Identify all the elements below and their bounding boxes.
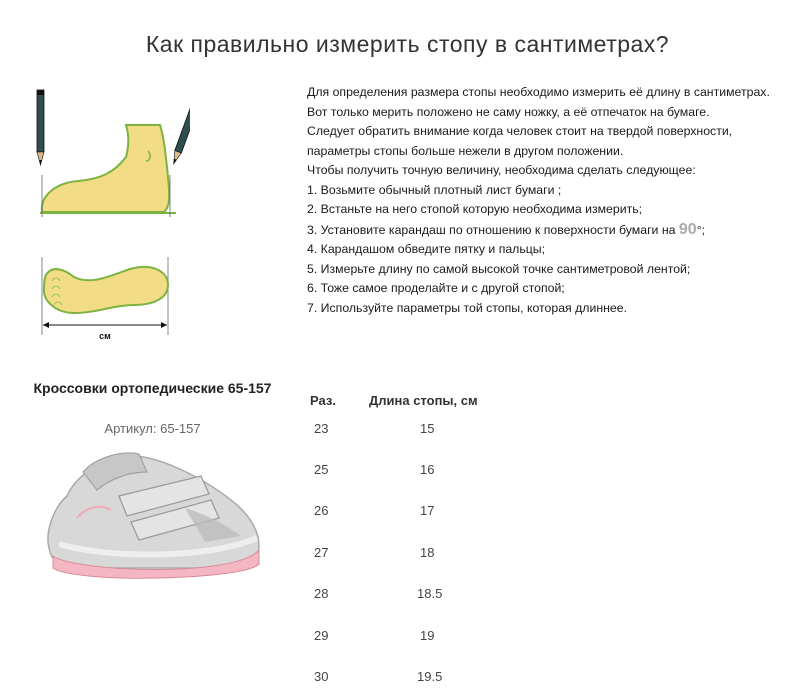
length-cell: 18 — [420, 545, 435, 560]
step-item: 3. Установите карандаш по отношению к поверхности бумаги на 90°; — [307, 220, 706, 238]
size-cell: 29 — [314, 628, 329, 643]
sole-shape — [44, 267, 168, 313]
step-item: 4. Карандашом обведите пятку и пальцы; — [307, 242, 546, 256]
table-row — [310, 545, 510, 565]
length-cell: 19.5 — [417, 669, 443, 684]
step-item: 7. Используйте параметры той стопы, которая длиннее. — [307, 300, 628, 315]
table-row — [310, 462, 510, 482]
length-cell: 17 — [420, 503, 435, 518]
right-pencil-icon — [170, 92, 190, 165]
instructions-lead: Чтобы получить точную величину, необходима сделать следующее: — [307, 163, 696, 177]
size-cell: 23 — [314, 421, 329, 436]
size-cell: 30 — [314, 669, 329, 684]
page-title: Как правильно измерить стопу в сантиметрах? — [145, 31, 670, 57]
size-cell: 27 — [314, 545, 329, 560]
step-item: 1. Возьмите обычный плотный лист бумаги ; — [307, 182, 562, 197]
angle-value: 90 — [678, 220, 697, 238]
left-pencil-icon — [37, 90, 44, 165]
table-row — [310, 421, 510, 441]
step-item: 6. Тоже самое проделайте и с другой стопой; — [307, 281, 565, 295]
table-row — [310, 669, 510, 689]
instructions-steps — [307, 181, 777, 319]
product-image[interactable] — [35, 438, 265, 588]
step-item: 2. Встаньте на него стопой которую необходима измерить; — [307, 202, 643, 216]
length-cell: 15 — [420, 421, 435, 436]
size-cell: 26 — [314, 503, 329, 518]
product-sku: Артикул: 65-157 — [104, 421, 201, 436]
table-row — [310, 628, 510, 648]
length-cell: 18.5 — [417, 586, 443, 601]
cm-label: см — [99, 331, 111, 341]
table-row — [310, 503, 510, 523]
foot-side-illustration — [30, 85, 190, 225]
measurement-instructions — [307, 83, 777, 318]
length-cell: 19 — [420, 628, 435, 643]
product-name[interactable]: Кроссовки ортопедические 65-157 — [33, 380, 272, 396]
table-row — [310, 586, 510, 606]
foot-shape — [42, 125, 169, 212]
instructions-intro: Для определения размера стопы необходимо измерить её длину в сантиметрах. Вот только мерить положено не саму ножку, а её отпечаток на бумаге. — [307, 85, 770, 119]
length-column-header: Длина стопы, см — [369, 393, 478, 408]
instructions-note: Следует обратить внимание когда человек стоит на твердой поверхности, параметры стопы больше нежели в другом положении. — [307, 124, 733, 158]
size-column-header: Раз. — [310, 393, 336, 408]
step-item: 5. Измерьте длину по самой высокой точке сантиметровой лентой; — [307, 261, 691, 276]
foot-sole-illustration — [30, 255, 180, 345]
length-cell: 16 — [420, 462, 435, 477]
size-cell: 28 — [314, 586, 329, 601]
size-cell: 25 — [314, 462, 329, 477]
